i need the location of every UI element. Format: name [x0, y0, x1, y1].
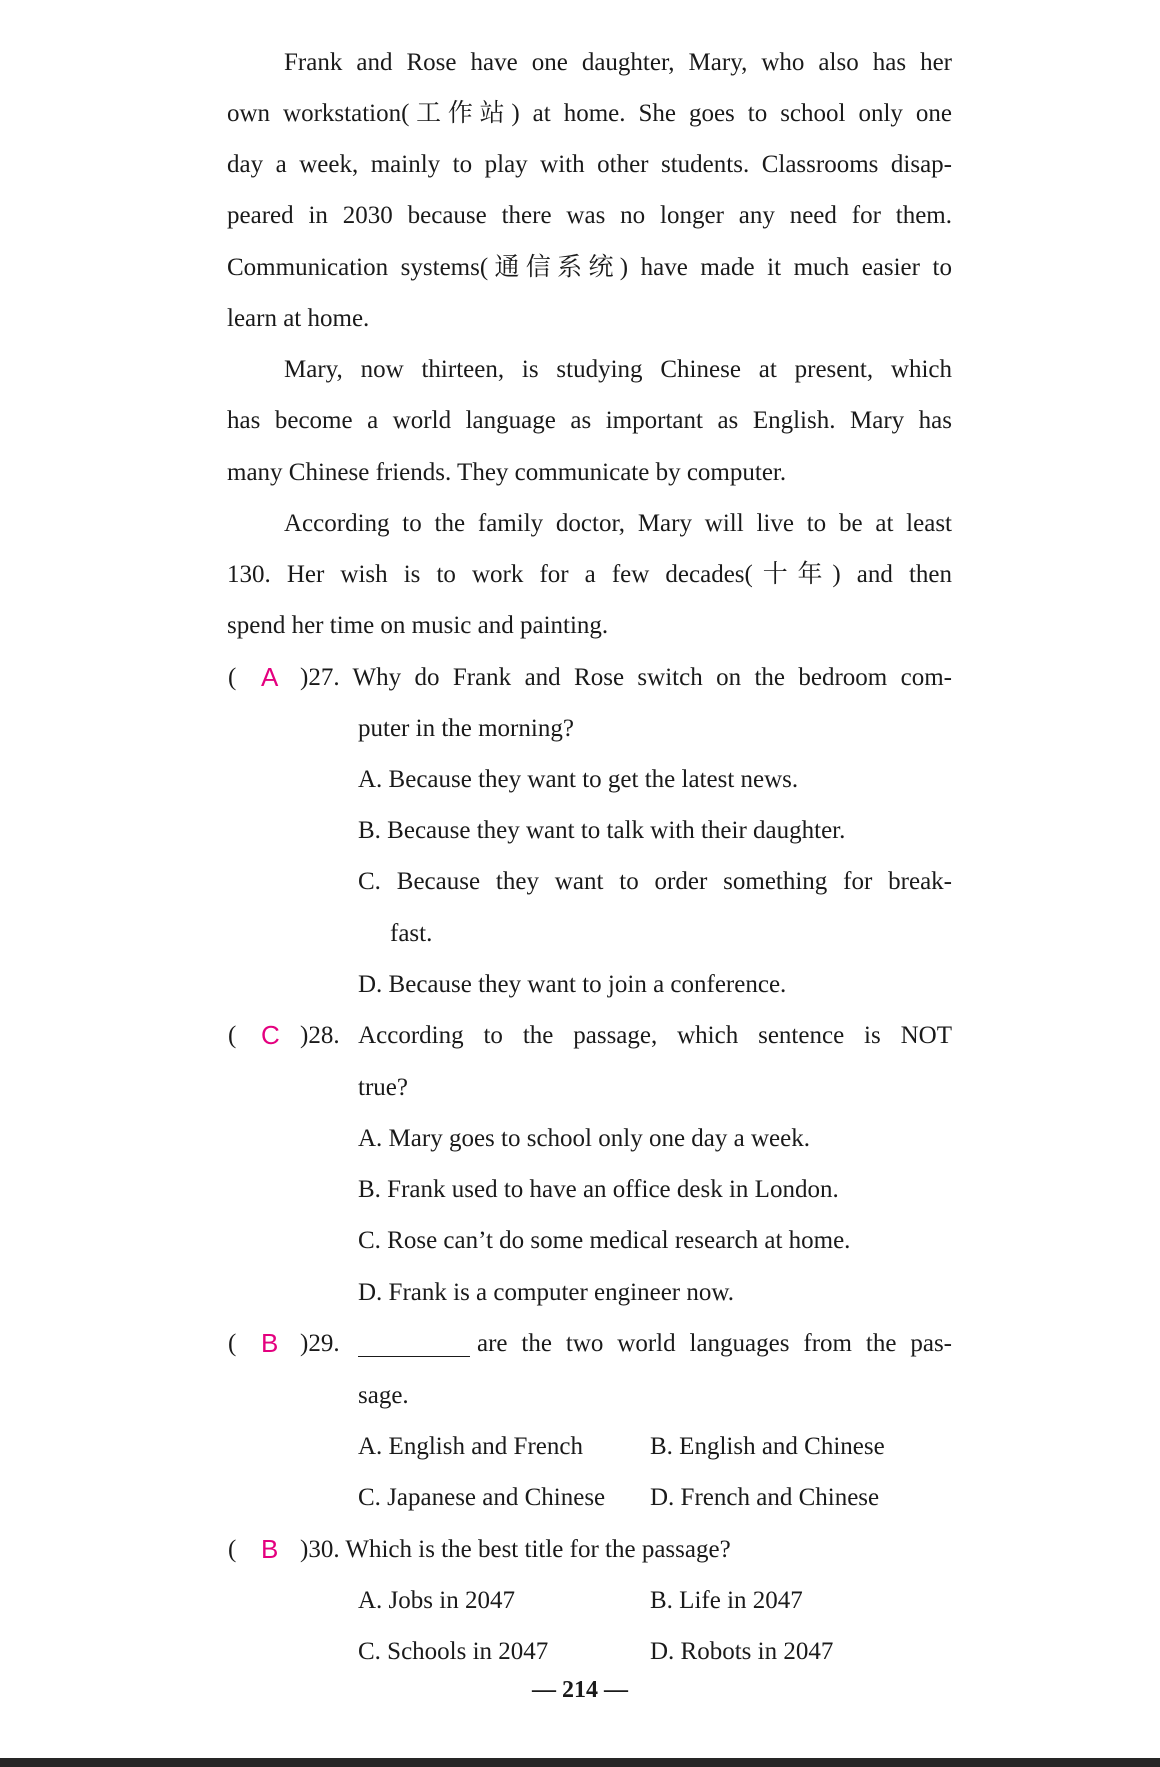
question-stem: sage.	[358, 1382, 409, 1409]
option-d: D. French and Chinese	[650, 1484, 880, 1511]
question-number: )29.	[300, 1330, 340, 1357]
question-stem: true?	[358, 1074, 408, 1101]
fill-in-blank	[358, 1334, 470, 1357]
option-a: A. Because they want to get the latest news.	[358, 766, 799, 793]
option-c: C. Rose can’t do some medical research at home.	[358, 1227, 851, 1254]
passage-line: According to the family doctor, Mary will live to be at least	[284, 510, 952, 537]
answer-mark: B	[261, 1328, 279, 1358]
question-stem: )27. Why do Frank and Rose switch on the bedroom com-	[300, 664, 952, 691]
option-b: B. Because they want to talk with their daughter.	[358, 817, 846, 844]
answer-paren: (	[228, 1330, 237, 1357]
passage-line: day a week, mainly to play with other students. Classrooms disap-	[227, 151, 952, 178]
option-d: D. Robots in 2047	[650, 1638, 834, 1665]
option-a: A. Mary goes to school only one day a week.	[358, 1125, 810, 1152]
passage-line: many Chinese friends. They communicate by computer.	[227, 459, 787, 486]
question-stem: are the two world languages from the pas-	[477, 1330, 952, 1357]
bottom-border	[0, 1758, 1160, 1767]
option-a: A. Jobs in 2047	[358, 1587, 515, 1614]
answer-paren: (	[228, 1022, 237, 1049]
answer-mark: A	[261, 662, 279, 692]
option-b: B. English and Chinese	[650, 1433, 885, 1460]
passage-line: peared in 2030 because there was no longer any need for them.	[227, 202, 952, 229]
answer-mark: C	[261, 1020, 280, 1050]
question-stem: )30. Which is the best title for the passage?	[300, 1536, 731, 1563]
option-b: B. Frank used to have an office desk in London.	[358, 1176, 839, 1203]
passage-line: 130. Her wish is to work for a few decades(十年) and then	[227, 561, 952, 588]
answer-paren: (	[228, 1536, 237, 1563]
passage-line: spend her time on music and painting.	[227, 612, 609, 639]
option-b: B. Life in 2047	[650, 1587, 803, 1614]
passage-line: Mary, now thirteen, is studying Chinese at present, which	[284, 356, 952, 383]
option-c: C. Because they want to order something for break-	[358, 868, 952, 895]
option-d: D. Because they want to join a conference.	[358, 971, 787, 998]
passage-line: has become a world language as important as English. Mary has	[227, 407, 952, 434]
option-c: C. Japanese and Chinese	[358, 1484, 606, 1511]
question-stem: puter in the morning?	[358, 715, 574, 742]
passage-line: Frank and Rose have one daughter, Mary, who also has her	[284, 49, 952, 76]
answer-paren: (	[228, 664, 237, 691]
passage-line: learn at home.	[227, 305, 370, 332]
option-a: A. English and French	[358, 1433, 583, 1460]
page-number: — 214 —	[532, 1677, 628, 1703]
passage-line: own workstation(工作站) at home. She goes to school only one	[227, 100, 952, 127]
question-stem: )28. According to the passage, which sentence is NOT	[300, 1022, 952, 1049]
passage-line: Communication systems(通信系统) have made it much easier to	[227, 254, 952, 281]
option-c-continued: fast.	[390, 920, 433, 947]
option-c: C. Schools in 2047	[358, 1638, 549, 1665]
answer-mark: B	[261, 1534, 279, 1564]
option-d: D. Frank is a computer engineer now.	[358, 1279, 735, 1306]
